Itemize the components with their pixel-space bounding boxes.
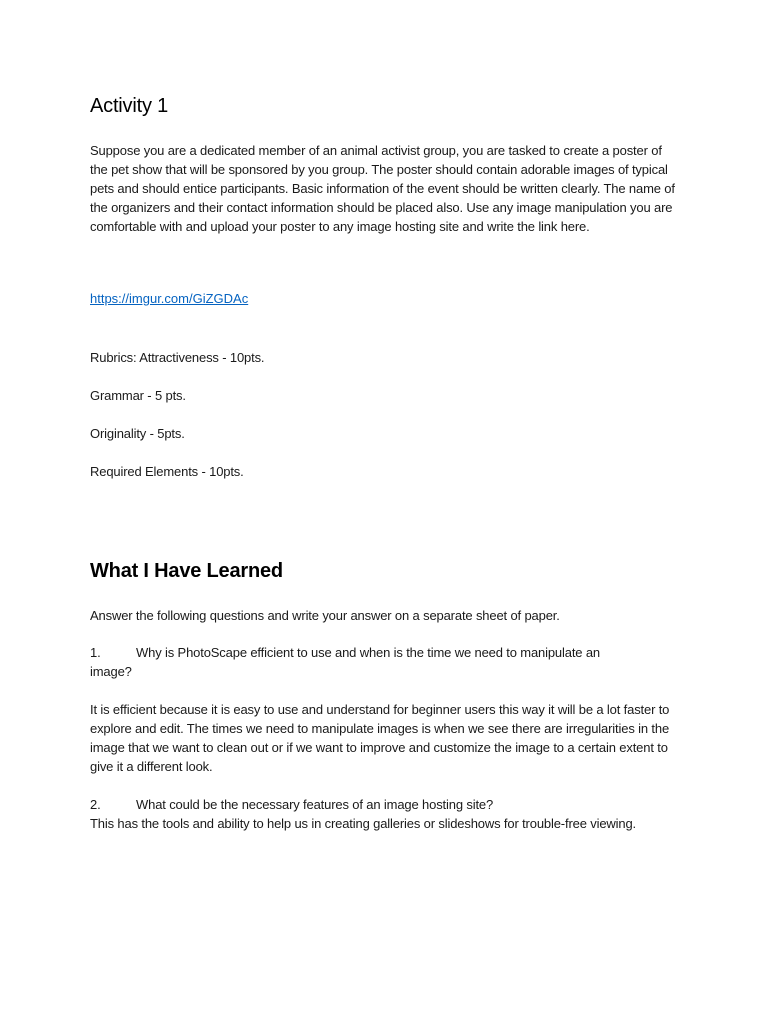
question-1-text-line2: image? xyxy=(90,664,132,679)
rubric-originality: Originality - 5pts. xyxy=(90,426,185,441)
question-2 xyxy=(90,795,682,833)
question-1-number: 1. xyxy=(90,645,101,660)
question-1-text-line1: Why is PhotoScape efficient to use and when is the time we need to manipulate an xyxy=(136,645,600,660)
question-2-number: 2. xyxy=(90,797,101,812)
answer-1: It is efficient because it is easy to use and understand for beginner users this way it will be a lot faster to explore and edit. The times we need to manipulate images is when we see there are irregularities in the image that we want to clean out or if we want to improve and customize the image to a certain extent to give it a different look. xyxy=(90,702,670,774)
activity-title: Activity 1 xyxy=(90,95,169,117)
answer-2: This has the tools and ability to help us in creating galleries or slideshows for trouble-free viewing. xyxy=(90,816,637,831)
question-1 xyxy=(90,643,682,681)
question-2-text: What could be the necessary features of an image hosting site? xyxy=(136,797,494,812)
rubric-required-elements: Required Elements - 10pts. xyxy=(90,464,244,479)
learned-title: What I Have Learned xyxy=(90,560,283,582)
rubric-grammar: Grammar - 5 pts. xyxy=(90,388,186,403)
rubric-attractiveness: Rubrics: Attractiveness - 10pts. xyxy=(90,350,265,365)
poster-link[interactable]: https://imgur.com/GiZGDAc xyxy=(90,291,249,306)
learned-intro: Answer the following questions and write your answer on a separate sheet of paper. xyxy=(90,608,560,623)
activity-instructions: Suppose you are a dedicated member of an animal activist group, you are tasked to create a poster of the pet show that will be sponsored by you group. The poster should contain adorable images of typical pets and should entice participants. Basic information of the event should be written clearly. The name of the organizers and their contact information should be placed also. Use any image manipulation you are comfortable with and upload your poster to any image hosting site and write the link here. xyxy=(90,143,675,234)
